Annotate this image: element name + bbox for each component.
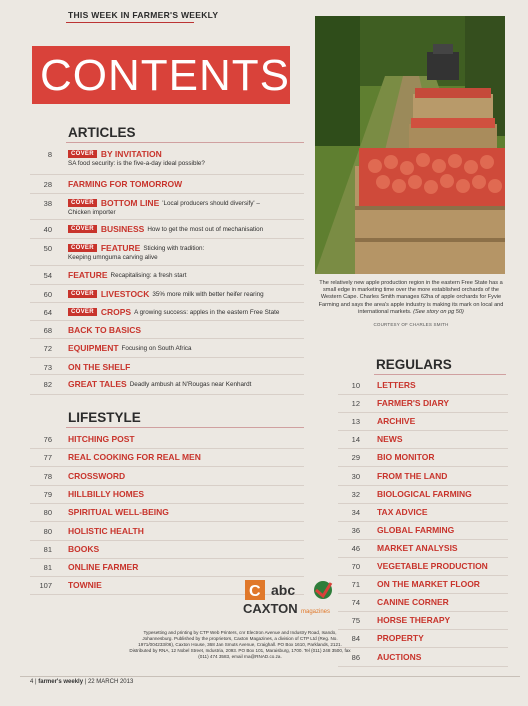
footer-separator: | bbox=[35, 679, 39, 685]
article-page-number: 64 bbox=[43, 308, 52, 317]
regular-title: ON THE MARKET FLOOR bbox=[377, 579, 480, 590]
lifestyle-entry bbox=[68, 524, 144, 538]
article-divider bbox=[30, 193, 304, 194]
caxton-logo: CAXTON bbox=[243, 601, 298, 616]
article-entry bbox=[68, 147, 162, 161]
orchard-photo bbox=[315, 16, 505, 274]
article-divider bbox=[30, 284, 304, 285]
regular-entry bbox=[377, 450, 434, 464]
article-title: BOTTOM LINE bbox=[100, 198, 160, 208]
regular-divider bbox=[338, 593, 508, 594]
regular-entry bbox=[377, 541, 458, 555]
regular-page-number: 86 bbox=[351, 652, 360, 662]
regular-entry bbox=[377, 595, 449, 609]
article-entry bbox=[68, 287, 264, 301]
regular-page-number: 46 bbox=[351, 543, 360, 553]
article-page-number: 8 bbox=[47, 150, 52, 159]
lifestyle-title: REAL COOKING FOR REAL MEN bbox=[68, 452, 201, 463]
article-description: 35% more milk with better heifer rearing bbox=[152, 290, 264, 298]
lifestyle-entry bbox=[68, 487, 144, 501]
footer-separator: | bbox=[84, 679, 88, 685]
regular-page-number: 36 bbox=[351, 525, 360, 535]
regular-page-number: 74 bbox=[351, 598, 360, 608]
lifestyle-page-number: 76 bbox=[43, 435, 52, 444]
lifestyle-title: HOLISTIC HEALTH bbox=[68, 525, 144, 536]
article-page-number: 38 bbox=[43, 199, 52, 208]
photo-caption bbox=[313, 280, 509, 316]
lifestyle-title: HITCHING POST bbox=[68, 434, 135, 444]
regular-title: GLOBAL FARMING bbox=[377, 524, 455, 535]
article-page-number: 72 bbox=[43, 344, 52, 353]
publisher-logos bbox=[243, 580, 343, 622]
lifestyle-page-number: 81 bbox=[43, 544, 52, 554]
abc-logo: abc bbox=[271, 582, 296, 598]
photo-caption-ref: (See story on pg 50) bbox=[413, 308, 464, 315]
article-page-number: 28 bbox=[43, 180, 52, 189]
lifestyle-page-number: 80 bbox=[43, 526, 52, 536]
regular-divider bbox=[338, 575, 508, 576]
lifestyle-divider bbox=[30, 540, 304, 541]
article-divider bbox=[30, 320, 304, 321]
regular-divider bbox=[338, 521, 508, 522]
regular-title: BIO MONITOR bbox=[377, 452, 435, 463]
cover-badge: COVER bbox=[68, 244, 97, 252]
regular-entry bbox=[377, 378, 416, 392]
article-subline: SA food security: is the five-a-day ideal possible? bbox=[68, 160, 205, 167]
article-entry bbox=[68, 323, 141, 337]
regular-entry bbox=[377, 396, 449, 410]
regular-page-number: 30 bbox=[351, 471, 360, 481]
article-entry bbox=[68, 341, 192, 355]
regular-title: CANINE CORNER bbox=[377, 597, 449, 608]
article-title: BUSINESS bbox=[100, 224, 145, 234]
article-divider bbox=[30, 338, 304, 339]
article-title: ON THE SHELF bbox=[68, 362, 131, 372]
lifestyle-title: HILLBILLY HOMES bbox=[68, 488, 145, 499]
regular-divider bbox=[338, 394, 508, 395]
article-title: CROPS bbox=[100, 307, 132, 317]
article-entry bbox=[68, 377, 251, 391]
article-divider bbox=[30, 219, 304, 220]
lifestyle-entry bbox=[68, 578, 102, 592]
lifestyle-entry bbox=[68, 432, 135, 446]
article-entry bbox=[68, 222, 263, 236]
article-entry bbox=[68, 241, 204, 255]
regular-page-number: 71 bbox=[351, 580, 360, 590]
cover-badge: COVER bbox=[68, 199, 97, 207]
regular-divider bbox=[338, 412, 508, 413]
regular-page-number: 75 bbox=[351, 616, 360, 626]
page-footer bbox=[30, 679, 133, 685]
lifestyle-page-number: 77 bbox=[43, 453, 52, 463]
lifestyle-entry bbox=[68, 560, 138, 574]
regular-page-number: 12 bbox=[351, 399, 360, 409]
lifestyle-divider bbox=[30, 448, 304, 449]
regular-entry bbox=[377, 505, 428, 519]
caxton-sub: magazines bbox=[301, 609, 331, 615]
lifestyle-heading: LIFESTYLE bbox=[68, 410, 141, 425]
lifestyle-rule bbox=[66, 427, 304, 428]
article-entry bbox=[68, 305, 279, 319]
regular-page-number: 32 bbox=[351, 489, 360, 499]
regular-divider bbox=[338, 611, 508, 612]
regular-divider bbox=[338, 430, 508, 431]
article-title: GREAT TALES bbox=[68, 379, 127, 389]
regulars-heading: REGULARS bbox=[376, 357, 452, 372]
lifestyle-divider bbox=[30, 485, 304, 486]
article-page-number: 54 bbox=[43, 271, 52, 280]
regular-divider bbox=[338, 503, 508, 504]
lifestyle-page-number: 78 bbox=[43, 471, 52, 481]
regular-page-number: 14 bbox=[351, 435, 360, 445]
article-divider bbox=[30, 394, 304, 395]
regular-entry bbox=[377, 650, 421, 664]
logo-art bbox=[243, 580, 343, 622]
article-subline: Chicken importer bbox=[68, 209, 116, 216]
regular-page-number: 70 bbox=[351, 562, 360, 571]
article-entry bbox=[68, 360, 130, 374]
article-subline: Keeping umnguma carving alive bbox=[68, 254, 158, 261]
regular-title: TAX ADVICE bbox=[377, 506, 428, 517]
lifestyle-title: SPIRITUAL WELL-BEING bbox=[68, 507, 169, 518]
article-divider bbox=[30, 357, 304, 358]
lifestyle-page-number: 79 bbox=[43, 489, 52, 499]
regular-page-number: 29 bbox=[351, 453, 360, 463]
lifestyle-title: TOWNIE bbox=[68, 580, 102, 591]
regular-page-number: 13 bbox=[351, 417, 360, 427]
regular-entry bbox=[377, 631, 424, 645]
regular-page-number: 34 bbox=[351, 507, 360, 517]
article-entry bbox=[68, 196, 260, 210]
lifestyle-divider bbox=[30, 466, 304, 467]
cover-badge: COVER bbox=[68, 290, 97, 298]
article-title: FEATURE bbox=[100, 243, 141, 253]
imprint-text: Typesetting and printing by CTP Web Printers, cnr Electron Avenue and Industry Road, Isando, Johannesburg. Published by the proprietors, Caxton Magazines, a division of CTP Ltd (Reg. No. 1971/004233/06), Caxton House, 368 Jan Smuts Avenue, Craighall. PO Box 1610, Parklands, 2121. Distributed by RNA, 12 Nobel Street, Industria, 2093. PO Box 101, Maraisburg, 1700. Tel (011) 248 3500, fax (011) 474 3583, email rna@RNAD.co.za. bbox=[129, 630, 351, 659]
lifestyle-title: ONLINE FARMER bbox=[68, 562, 139, 573]
lifestyle-entry bbox=[68, 505, 169, 519]
regular-divider bbox=[338, 557, 508, 558]
regular-entry bbox=[377, 487, 472, 501]
lifestyle-divider bbox=[30, 558, 304, 559]
article-page-number: 60 bbox=[43, 290, 52, 299]
regular-title: FARMER'S DIARY bbox=[377, 398, 450, 409]
articles-heading: ARTICLES bbox=[68, 125, 136, 140]
footer-rule bbox=[20, 676, 520, 677]
regular-title: ARCHIVE bbox=[377, 416, 416, 427]
regular-entry bbox=[377, 613, 450, 627]
article-description: Focusing on South Africa bbox=[121, 344, 192, 352]
article-divider bbox=[30, 265, 304, 266]
lifestyle-title: BOOKS bbox=[68, 543, 100, 554]
regular-title: AUCTIONS bbox=[377, 651, 422, 662]
article-description: Recapitalising: a fresh start bbox=[110, 271, 187, 279]
article-page-number: 82 bbox=[43, 380, 52, 389]
regular-page-number: 10 bbox=[351, 381, 360, 390]
article-page-number: 68 bbox=[43, 326, 52, 335]
lifestyle-divider bbox=[30, 503, 304, 504]
article-title: FEATURE bbox=[68, 270, 108, 280]
regular-divider bbox=[338, 666, 508, 667]
contents-title: CONTENTS bbox=[40, 51, 290, 100]
lifestyle-divider bbox=[30, 576, 304, 577]
orchard-photo-art bbox=[315, 16, 505, 274]
regular-title: PROPERTY bbox=[377, 633, 424, 644]
regular-title: FROM THE LAND bbox=[377, 470, 448, 481]
article-description: How to get the most out of mechanisation bbox=[147, 225, 264, 233]
lifestyle-page-number: 81 bbox=[43, 563, 52, 573]
regular-page-number: 84 bbox=[351, 634, 360, 644]
lifestyle-entry bbox=[68, 469, 125, 483]
lifestyle-divider bbox=[30, 521, 304, 522]
lifestyle-page-number: 107 bbox=[39, 581, 52, 591]
photo-caption-text: The relatively new apple production region in the eastern Free State has a small edge in marketing time over the more established orchards of the Western Cape. Charles Smith manages 62ha of apple orchards for Fyvie Farming and says the area's apple industry is making its mark on local and international markets. bbox=[318, 280, 504, 315]
article-title: BY INVITATION bbox=[100, 149, 162, 159]
article-divider bbox=[30, 374, 304, 375]
lifestyle-entry bbox=[68, 542, 99, 556]
lifestyle-page-number: 80 bbox=[43, 508, 52, 518]
cover-badge: COVER bbox=[68, 150, 97, 158]
photo-credit: COURTESY OF CHARLES SMITH bbox=[373, 322, 449, 327]
week-rule bbox=[66, 22, 194, 23]
article-title: FARMING FOR TOMORROW bbox=[68, 179, 183, 189]
article-page-number: 50 bbox=[43, 244, 52, 253]
regular-title: HORSE THERAPY bbox=[377, 615, 451, 626]
regular-entry bbox=[377, 469, 447, 483]
article-divider bbox=[30, 174, 304, 175]
regular-entry bbox=[377, 432, 403, 446]
article-description: Sticking with tradition: bbox=[143, 244, 205, 252]
cover-badge: COVER bbox=[68, 308, 97, 316]
regulars-rule bbox=[374, 374, 506, 375]
article-description: A growing success: apples in the eastern Free State bbox=[134, 308, 280, 316]
regular-entry bbox=[377, 577, 480, 591]
regular-divider bbox=[338, 485, 508, 486]
week-label: THIS WEEK IN FARMER'S WEEKLY bbox=[68, 10, 219, 20]
cover-badge: COVER bbox=[68, 225, 97, 233]
regular-title: LETTERS bbox=[377, 380, 416, 390]
regular-divider bbox=[338, 647, 508, 648]
regular-divider bbox=[338, 629, 508, 630]
regular-entry bbox=[377, 559, 488, 573]
article-description: Deadly ambush at N'Rougas near Kenhardt bbox=[129, 380, 252, 388]
article-description: 'Local producers should diversify' – bbox=[162, 199, 260, 207]
article-divider bbox=[30, 302, 304, 303]
article-entry bbox=[68, 268, 186, 282]
regular-title: MARKET ANALYSIS bbox=[377, 542, 458, 553]
regular-entry bbox=[377, 523, 454, 537]
regular-title: NEWS bbox=[377, 434, 403, 445]
article-title: BACK TO BASICS bbox=[68, 325, 142, 335]
regular-divider bbox=[338, 448, 508, 449]
article-title: LIVESTOCK bbox=[100, 289, 150, 299]
article-page-number: 73 bbox=[43, 363, 52, 372]
article-page-number: 40 bbox=[43, 225, 52, 234]
article-divider bbox=[30, 238, 304, 239]
lifestyle-title: CROSSWORD bbox=[68, 470, 126, 481]
footer-magazine: farmer's weekly bbox=[38, 679, 84, 685]
regular-entry bbox=[377, 414, 415, 428]
regular-title: BIOLOGICAL FARMING bbox=[377, 488, 472, 499]
regular-title: VEGETABLE PRODUCTION bbox=[377, 561, 488, 571]
footer-date: 22 MARCH 2013 bbox=[87, 679, 134, 685]
articles-rule bbox=[66, 142, 304, 143]
footer-page-number: 4 bbox=[30, 679, 34, 685]
regular-divider bbox=[338, 539, 508, 540]
lifestyle-entry bbox=[68, 450, 201, 464]
svg-text:C: C bbox=[249, 583, 261, 600]
article-title: EQUIPMENT bbox=[68, 343, 119, 353]
regular-divider bbox=[338, 466, 508, 467]
article-entry bbox=[68, 177, 182, 191]
